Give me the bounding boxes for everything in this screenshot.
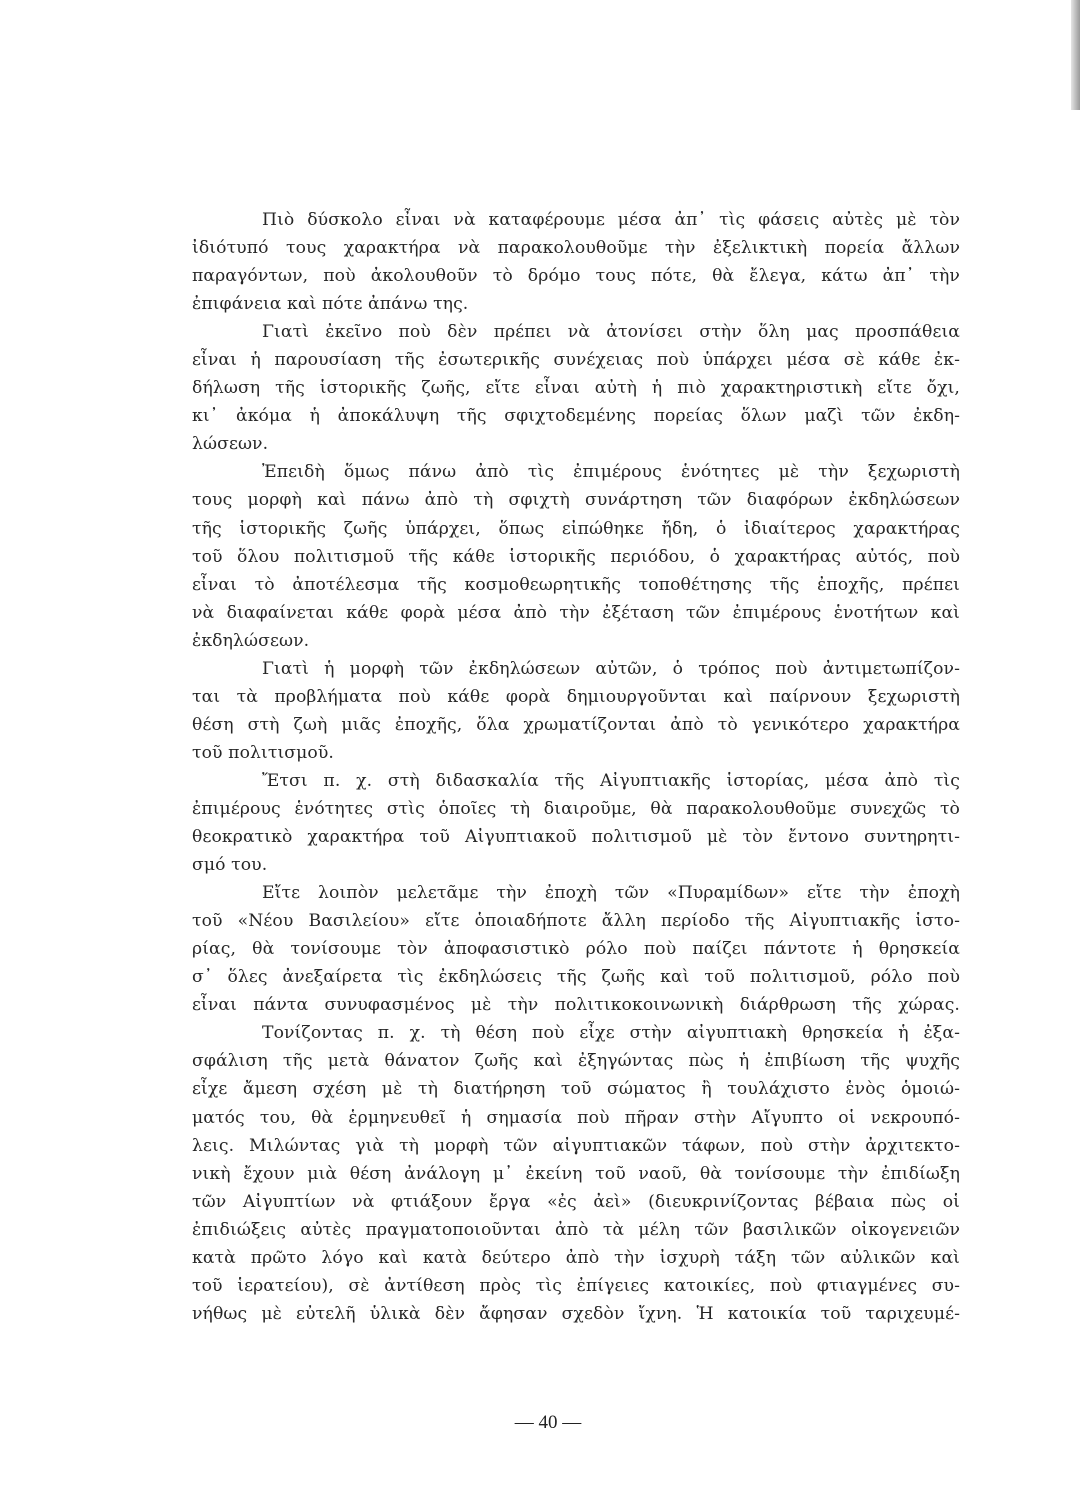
text-line: νήθως μὲ εὐτελῆ ὑλικὰ δὲν ἄφησαν σχεδὸν ἴχνη. Ἡ κατοικία τοῦ ταριχευμέ-	[192, 1303, 960, 1324]
text-line: εἶχε ἄμεση σχέση μὲ τὴ διατήρηση τοῦ σώματος ἢ τουλάχιστο ἑνὸς ὁμοιώ-	[192, 1079, 960, 1100]
text-line: ἐπιφάνεια καὶ πότε ἀπάνω της.	[192, 294, 469, 315]
text-line: εἶναι πάντα συνυφασμένος μὲ τὴν πολιτικοκοινωνικὴ διάρθρωση τῆς χώρας.	[192, 995, 960, 1016]
paragraph	[192, 458, 960, 654]
body-text	[192, 206, 960, 1328]
text-line: τῶν Αἰγυπτίων νὰ φτιάξουν ἔργα «ἐς ἀεὶ» (διευκρινίζοντας βέβαια πὼς οἱ	[192, 1191, 960, 1212]
text-line: εἶναι ἡ παρουσίαση τῆς ἐσωτερικῆς συνέχειας ποὺ ὑπάρχει μέσα σὲ κάθε ἐκ-	[192, 350, 960, 371]
text-line: σ᾿ ὅλες ἀνεξαίρετα τὶς ἐκδηλώσεις τῆς ζωῆς καὶ τοῦ πολιτισμοῦ, ρόλο ποὺ	[192, 967, 960, 988]
text-line: ἐκδηλώσεων.	[192, 630, 310, 651]
text-line: θεοκρατικὸ χαρακτήρα τοῦ Αἰγυπτιακοῦ πολιτισμοῦ μὲ τὸν ἔντονο συντηρητι-	[192, 827, 960, 848]
text-line: τοῦ ἱερατείου), σὲ ἀντίθεση πρὸς τὶς ἐπίγειες κατοικίες, ποὺ φτιαγμένες συ-	[192, 1275, 960, 1296]
text-line: παραγόντων, ποὺ ἀκολουθοῦν τὸ δρόμο τους πότε, θὰ ἔλεγα, κάτω ἀπ᾿ τὴν	[192, 266, 960, 287]
text-line: θέση στὴ ζωὴ μιᾶς ἐποχῆς, ὅλα χρωματίζονται ἀπὸ τὸ γενικότερο χαρακτήρα	[192, 714, 960, 735]
text-line: Εἴτε λοιπὸν μελετᾶμε τὴν ἐποχὴ τῶν «Πυραμίδων» εἴτε τὴν ἐποχὴ	[262, 883, 960, 904]
text-line: τῆς ἱστορικῆς ζωῆς ὑπάρχει, ὅπως εἰπώθηκε ἤδη, ὁ ἰδιαίτερος χαρακτήρας	[192, 518, 960, 539]
text-line: δήλωση τῆς ἱστορικῆς ζωῆς, εἴτε εἶναι αὐτὴ ἡ πιὸ χαρακτηριστικὴ εἴτε ὄχι,	[192, 378, 960, 399]
text-line: λώσεων.	[192, 434, 269, 455]
text-line: κι᾿ ἀκόμα ἡ ἀποκάλυψη τῆς σφιχτοδεμένης πορείας ὅλων μαζὶ τῶν ἐκδη-	[192, 406, 960, 427]
paragraph	[192, 1019, 960, 1328]
text-line: Πιὸ δύσκολο εἶναι νὰ καταφέρουμε μέσα ἀπ᾿ τὶς φάσεις αὐτὲς μὲ τὸν	[262, 210, 960, 230]
paragraph	[192, 318, 960, 458]
paragraph	[192, 767, 960, 879]
text-line: ἐπιμέρους ἑνότητες στὶς ὁποῖες τὴ διαιροῦμε, θὰ παρακολουθοῦμε συνεχῶς τὸ	[192, 798, 960, 819]
text-line: κατὰ πρῶτο λόγο καὶ κατὰ δεύτερο ἀπὸ τὴν ἰσχυρὴ τάξη τῶν αὐλικῶν καὶ	[192, 1247, 960, 1268]
text-line: ἰδιότυπό τους χαρακτήρα νὰ παρακολουθοῦμε τὴν ἐξελικτικὴ πορεία ἄλλων	[192, 238, 960, 259]
text-line: ἐπιδιώξεις αὐτὲς πραγματοποιοῦνται ἀπὸ τὰ μέλη τῶν βασιλικῶν οἰκογενειῶν	[192, 1219, 960, 1240]
text-line: ρίας, θὰ τονίσουμε τὸν ἀποφασιστικὸ ρόλο ποὺ παίζει πάντοτε ἡ θρησκεία	[192, 939, 960, 960]
paragraph	[192, 206, 960, 318]
text-line: νικὴ ἔχουν μιὰ θέση ἀνάλογη μ᾿ ἐκείνη τοῦ ναοῦ, θὰ τονίσουμε τὴν ἐπιδίωξη	[192, 1163, 960, 1184]
text-line: τοῦ «Νέου Βασιλείου» εἴτε ὁποιαδήποτε ἄλλη περίοδο τῆς Αἰγυπτιακῆς ἱστο-	[192, 911, 960, 932]
scan-page-edge	[1071, 0, 1080, 110]
paragraph	[192, 879, 960, 1019]
paragraph	[192, 655, 960, 767]
text-line: νὰ διαφαίνεται κάθε φορὰ μέσα ἀπὸ τὴν ἐξέταση τῶν ἐπιμέρους ἑνοτήτων καὶ	[192, 602, 960, 623]
page-number: — 40 —	[514, 1412, 582, 1433]
text-line: τοῦ πολιτισμοῦ.	[192, 742, 334, 763]
text-line: Τονίζοντας π. χ. τὴ θέση ποὺ εἶχε στὴν αἰγυπτιακὴ θρησκεία ἡ ἐξα-	[262, 1023, 960, 1044]
text-line: Γιατὶ ἐκεῖνο ποὺ δὲν πρέπει νὰ ἀτονίσει στὴν ὅλη μας προσπάθεια	[262, 322, 960, 343]
text-line: ται τὰ προβλήματα ποὺ κάθε φορὰ δημιουργοῦνται καὶ παίρνουν ξεχωριστὴ	[192, 686, 960, 707]
text-line: λεις. Μιλώντας γιὰ τὴ μορφὴ τῶν αἰγυπτιακῶν τάφων, ποὺ στὴν ἀρχιτεκτο-	[192, 1135, 960, 1156]
text-line: Γιατὶ ἡ μορφὴ τῶν ἐκδηλώσεων αὐτῶν, ὁ τρόπος ποὺ ἀντιμετωπίζον-	[262, 658, 960, 679]
text-line: τοῦ ὅλου πολιτισμοῦ τῆς κάθε ἱστορικῆς περιόδου, ὁ χαρακτήρας αὐτός, ποὺ	[192, 546, 960, 567]
text-line: εἶναι τὸ ἀποτέλεσμα τῆς κοσμοθεωρητικῆς τοποθέτησης τῆς ἐποχῆς, πρέπει	[192, 574, 960, 595]
text-line: σμό του.	[192, 855, 268, 876]
text-line: σφάλιση τῆς μετὰ θάνατον ζωῆς καὶ ἐξηγώντας πὼς ἡ ἐπιβίωση τῆς ψυχῆς	[192, 1051, 960, 1072]
text-line: Ἔτσι π. χ. στὴ διδασκαλία τῆς Αἰγυπτιακῆς ἱστορίας, μέσα ἀπὸ τὶς	[262, 770, 960, 791]
text-line: Ἐπειδὴ ὅμως πάνω ἀπὸ τὶς ἐπιμέρους ἑνότητες μὲ τὴν ξεχωριστὴ	[262, 462, 960, 483]
text-line: ματός του, θὰ ἑρμηνευθεῖ ἡ σημασία ποὺ πῆραν στὴν Αἴγυπτο οἱ νεκρουπό-	[192, 1107, 960, 1128]
text-line: τους μορφὴ καὶ πάνω ἀπὸ τὴ σφιχτὴ συνάρτηση τῶν διαφόρων ἐκδηλώσεων	[192, 490, 960, 511]
